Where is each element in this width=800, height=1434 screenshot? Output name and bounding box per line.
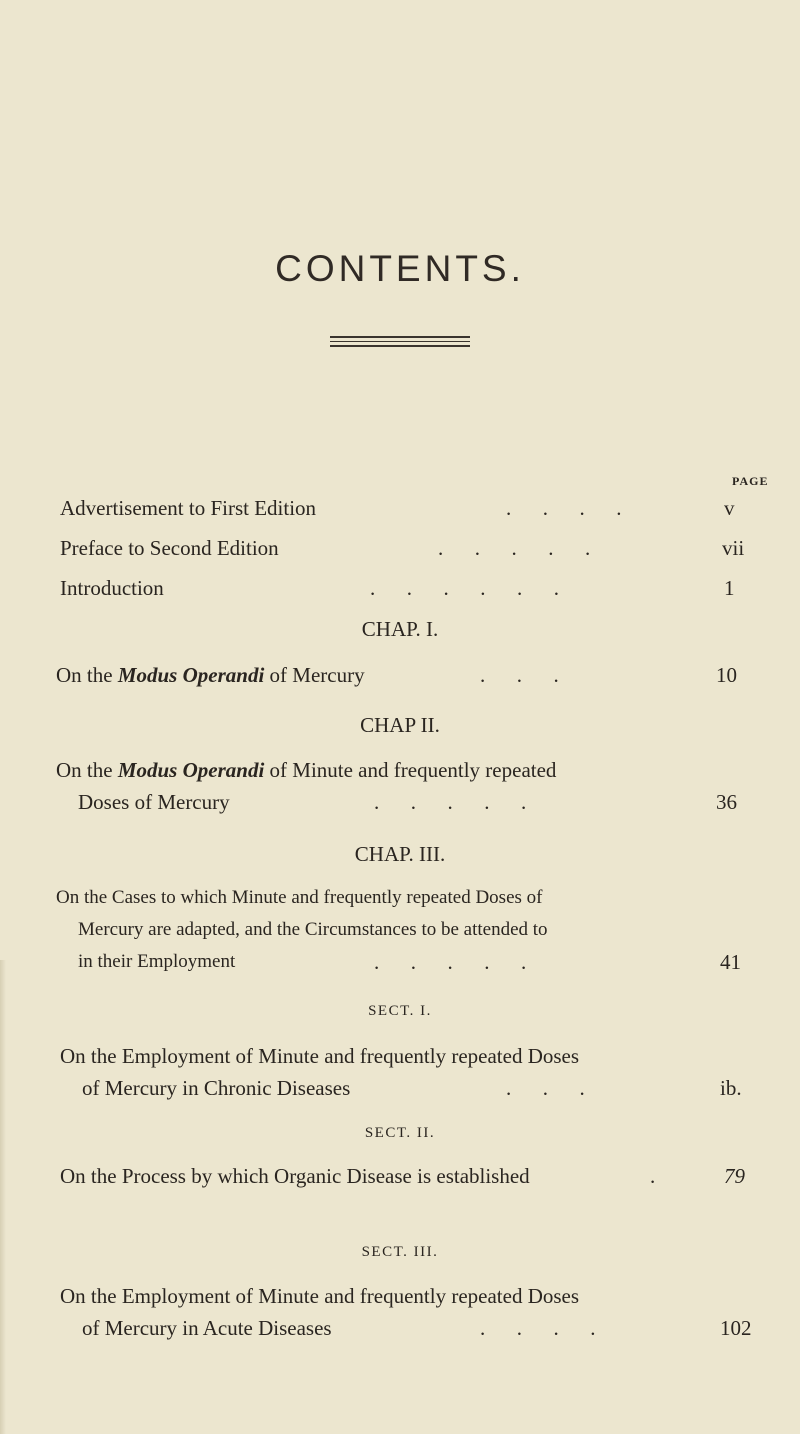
toc-entry-text-line: in their Employment: [78, 951, 236, 972]
leader-dots: . . . . .: [374, 790, 527, 814]
toc-entry-text: On the Modus Operandi of Mercury: [56, 663, 365, 687]
toc-entry-text: On the Modus Operandi of Minute and frequently repeated: [56, 758, 557, 782]
toc-entry-page: vii: [722, 536, 745, 560]
leader-dots: . . .: [506, 1076, 585, 1100]
toc-entry-text: Preface to Second Edition: [60, 536, 279, 560]
title-rule: [330, 345, 470, 347]
leader-dots: . . . .: [506, 496, 622, 520]
title-rule: [330, 341, 470, 342]
toc-entry-text-line: of Mercury in Acute Diseases: [82, 1316, 332, 1340]
toc-entry-text: On the Process by which Organic Disease is established: [60, 1164, 530, 1188]
leader-dots: . . . . .: [374, 950, 527, 974]
toc-entry-page: v: [724, 496, 735, 520]
toc-entry-text: On the Employment of Minute and frequently repeated Doses: [60, 1284, 580, 1308]
toc-entry-text: On the Cases to which Minute and frequently repeated Doses of: [56, 887, 543, 908]
toc-entry-page: 10: [716, 663, 737, 687]
leader-dots: .: [650, 1164, 656, 1188]
toc-entry-text: Advertisement to First Edition: [60, 496, 317, 520]
section-heading: SECT. II.: [364, 1125, 436, 1141]
toc-entry-page: 36: [716, 790, 737, 814]
toc-entry-page: 1: [724, 576, 735, 600]
page-title: CONTENTS.: [275, 248, 525, 289]
title-rule: [330, 336, 470, 338]
page-column-label: PAGE: [732, 474, 769, 488]
leader-dots: . . . . .: [438, 536, 591, 560]
toc-entry-text-line: Mercury are adapted, and the Circumstances to be attended to: [78, 919, 548, 940]
leader-dots: . . .: [480, 663, 559, 687]
leader-dots: . . . .: [480, 1316, 596, 1340]
toc-entry-text-line: Doses of Mercury: [78, 790, 230, 814]
toc-entry-text: On the Employment of Minute and frequently repeated Doses: [60, 1044, 580, 1068]
toc-entry-text-line: of Mercury in Chronic Diseases: [82, 1076, 351, 1100]
toc-entry-page: 41: [720, 950, 741, 974]
leader-dots: . . . . . .: [370, 576, 559, 600]
chapter-heading: CHAP II.: [360, 713, 440, 737]
toc-entry-text: Introduction: [60, 576, 164, 600]
toc-entry-page: 79: [724, 1164, 745, 1188]
section-heading: SECT. I.: [368, 1003, 432, 1019]
toc-entry-page: ib.: [720, 1076, 742, 1100]
toc-entry-page: 102: [720, 1316, 752, 1340]
section-heading: SECT. III.: [361, 1244, 439, 1260]
page-edge-shadow: [0, 960, 6, 1434]
chapter-heading: CHAP. III.: [354, 842, 446, 866]
chapter-heading: CHAP. I.: [361, 617, 439, 641]
